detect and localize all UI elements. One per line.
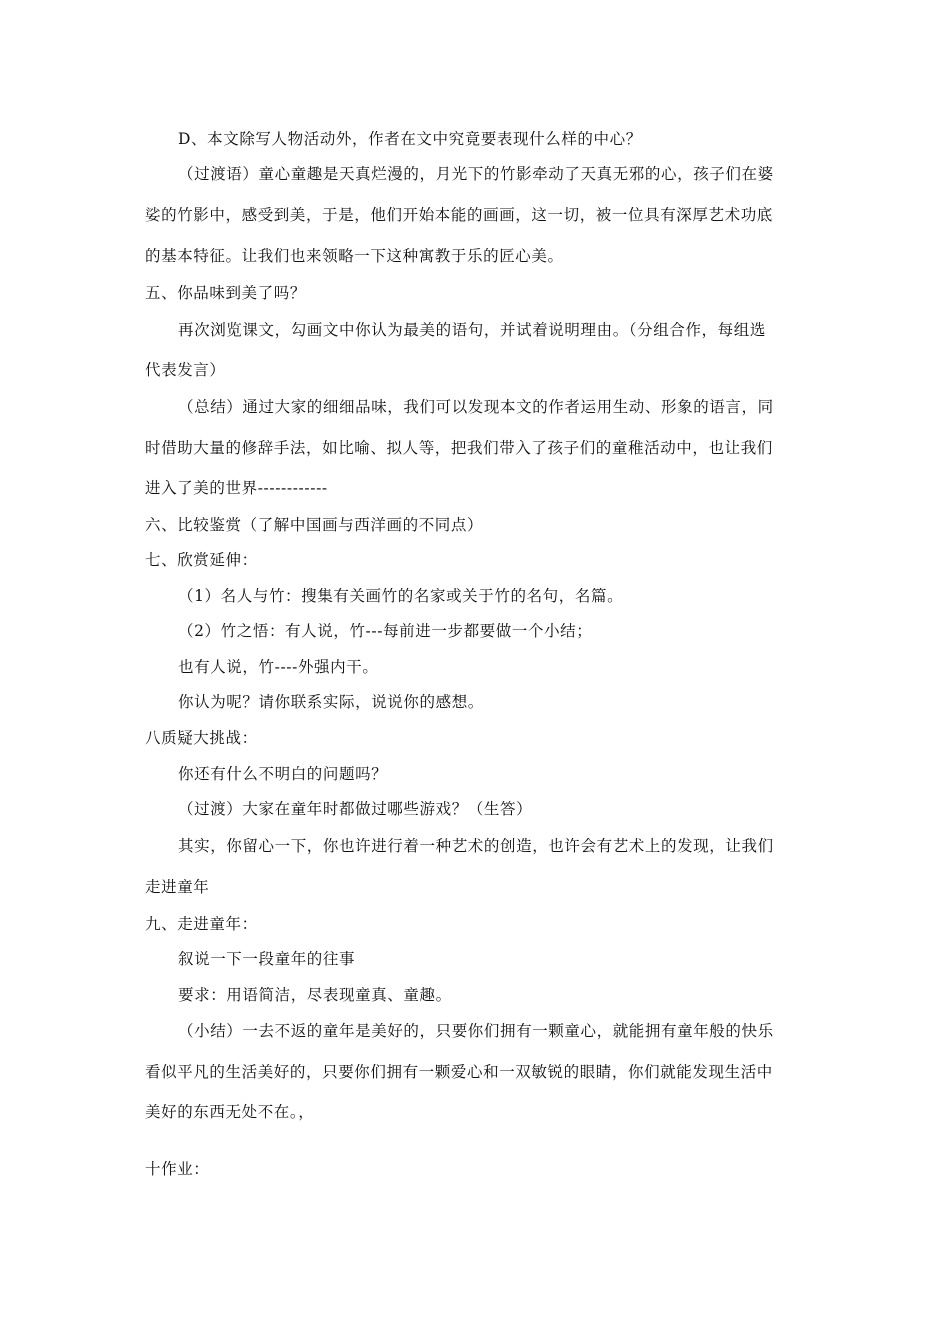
section-5-paragraph-line-1: 再次浏览课文，勾画文中你认为最美的语句，并试着说明理由。（分组合作，每组选	[178, 321, 766, 339]
summary-paragraph-line-3: 进入了美的世界------------	[145, 479, 328, 497]
closing-summary-line-2: 看似平凡的生活美好的，只要你们拥有一颗爱心和一双敏锐的眼睛，你们就能发现生活中	[145, 1063, 773, 1081]
section-9-task: 叙说一下一段童年的往事	[178, 950, 356, 968]
section-7-item-1: （1）名人与竹：搜集有关画竹的名家或关于竹的名句，名篇。	[178, 587, 624, 605]
summary-paragraph-line-2: 时借助大量的修辞手法，如比喻、拟人等，把我们带入了孩子们的童稚活动中，也让我们	[145, 439, 773, 457]
transition-paragraph-line-2: 娑的竹影中，感受到美，于是，他们开始本能的画画，这一切，被一位具有深厚艺术功底	[145, 206, 773, 224]
section-9-heading: 九、走进童年：	[145, 915, 258, 933]
section-8-transition: （过渡）大家在童年时都做过哪些游戏？（生答）	[178, 800, 533, 818]
section-8-paragraph-line-2: 走进童年	[145, 878, 210, 896]
section-9-requirement: 要求：用语简洁，尽表现童真、童趣。	[178, 986, 452, 1004]
question-d: D、本文除写人物活动外，作者在文中究竟要表现什么样的中心？	[178, 130, 642, 148]
summary-paragraph-line-1: （总结）通过大家的细细品味，我们可以发现本文的作者运用生动、形象的语言，同	[178, 398, 774, 416]
section-7-item-2-continued: 也有人说，竹----外强内干。	[178, 658, 379, 676]
transition-paragraph-line-1: （过渡语）童心童趣是天真烂漫的，月光下的竹影牵动了天真无邪的心，孩子们在婆	[178, 165, 774, 183]
section-8-question: 你还有什么不明白的问题吗？	[178, 765, 388, 783]
section-8-paragraph-line-1: 其实，你留心一下，你也许进行着一种艺术的创造，也许会有艺术上的发现，让我们	[178, 837, 774, 855]
section-5-paragraph-line-2: 代表发言）	[145, 361, 226, 379]
section-5-heading: 五、你品味到美了吗？	[145, 284, 307, 302]
section-10-heading: 十作业：	[145, 1160, 210, 1178]
section-7-heading: 七、欣赏延伸：	[145, 551, 258, 569]
closing-summary-line-3: 美好的东西无处不在。，	[145, 1103, 315, 1121]
section-6-heading: 六、比较鉴赏（了解中国画与西洋画的不同点）	[145, 516, 484, 534]
closing-summary-line-1: （小结）一去不返的童年是美好的，只要你们拥有一颗童心，就能拥有童年般的快乐	[178, 1022, 774, 1040]
section-7-item-2: （2）竹之悟：有人说，竹---每前进一步都要做一个小结；	[178, 622, 593, 640]
section-7-question: 你认为呢？请你联系实际，说说你的感想。	[178, 693, 484, 711]
transition-paragraph-line-3: 的基本特征。让我们也来领略一下这种寓教于乐的匠心美。	[145, 247, 564, 265]
section-8-heading: 八质疑大挑战：	[145, 729, 258, 747]
